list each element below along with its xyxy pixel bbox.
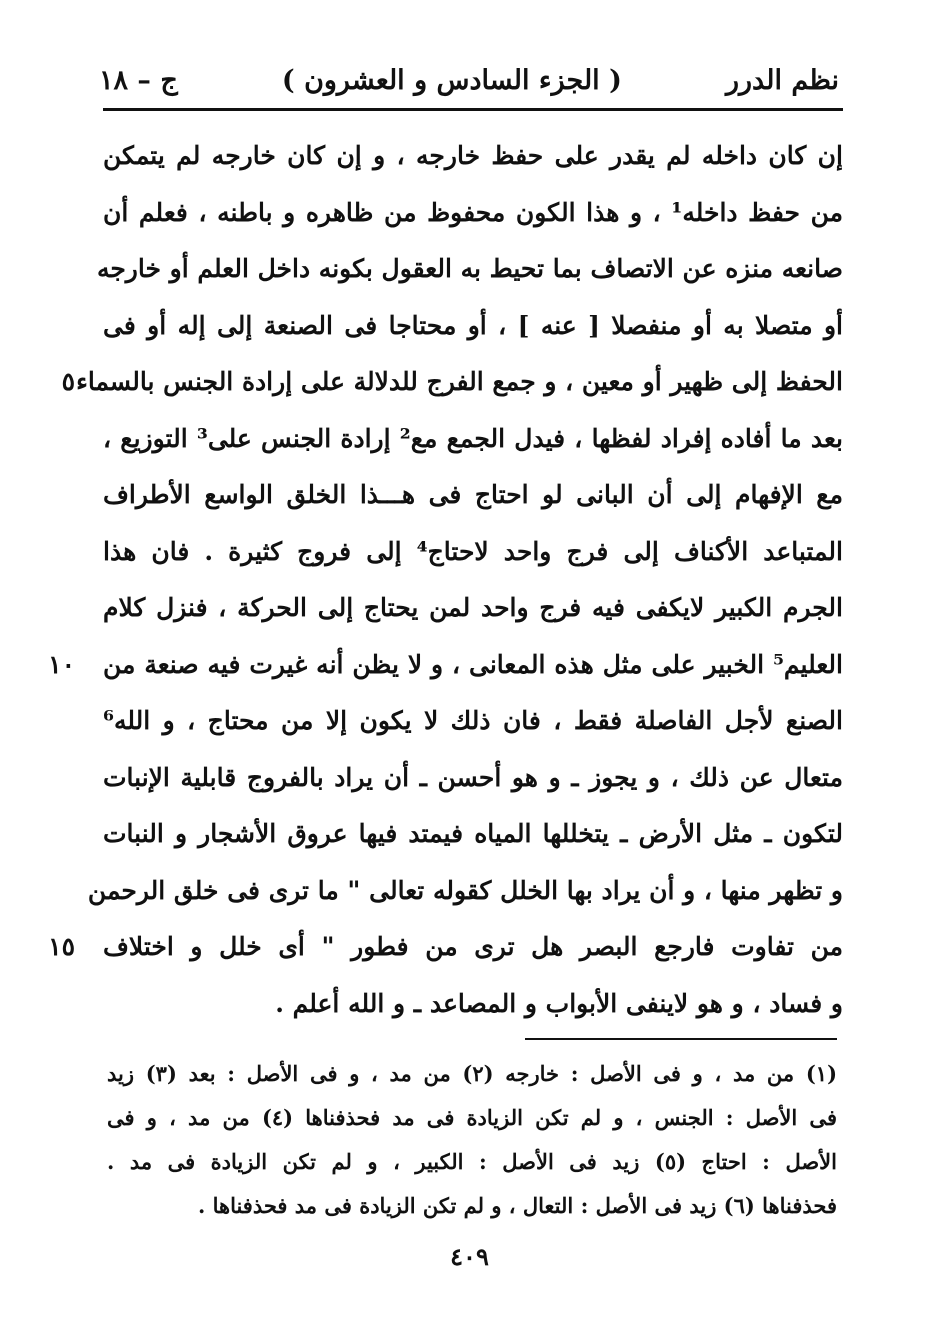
footnotes [107, 1052, 837, 1228]
text-line [103, 128, 843, 185]
text-line-content: الصنع لأجل الفاصلة فقط ، فان ذلك لا يكون إلا من محتاج ، و الله⁶ [103, 706, 843, 735]
text-line [103, 806, 843, 863]
text-line [103, 411, 843, 468]
text-line-content: الجرم الكبير لايكفى فيه فرج واحد لمن يحتاج إلى الحركة ، فنزل كلام [103, 593, 843, 622]
text-line-content: الحفظ إلى ظهير أو معين ، و جمع الفرج للدلالة على إرادة الجنس بالسماء [76, 367, 843, 396]
text-line [87, 863, 843, 920]
volume-reference: ج – ١٨ [99, 64, 178, 96]
footnote-line: فى الأصل : الجنس ، و لم تكن الزيادة فى مد فحذفناها (٤) من مد ، و فى [107, 1105, 837, 1130]
part-label: ( الجزء السادس و العشرون ) [281, 64, 622, 96]
text-line-content: و تظهر منها ، و أن يراد بها الخلل كقوله تعالى " ما ترى فى خلق الرحمن [87, 875, 843, 905]
line-number: ١٥ [48, 932, 75, 961]
line-number: ١٠ [48, 649, 75, 679]
text-line [103, 524, 843, 581]
text-line-content: أو متصلا به أو منفصلا [ عنه ] ، أو محتاجا فى الصنعة إلى إله أو فى [103, 310, 843, 340]
footnote-divider [525, 1038, 837, 1040]
text-line-content: بعد ما أفاده إفراد لفظها ، فيدل الجمع مع² إرادة الجنس على³ التوزيع ، [103, 423, 843, 453]
text-line-content: العليم⁵ الخبير على مثل هذه المعانى ، و لا يظن أنه غيرت فيه صنعة من [103, 649, 843, 679]
text-line-content: متعال عن ذلك ، و يجوز ـ و هو أحسن ـ أن يراد بالفروج قابلية الإنبات [103, 762, 843, 792]
text-line [96, 241, 843, 298]
text-line-content: المتباعد الأكناف إلى فرج واحد لاحتاج⁴ إلى فروج كثيرة . فان هذا [103, 536, 843, 566]
footnote-line: (١) من مد ، و فى الأصل : خارجه (٢) من مد ، و فى الأصل : بعد (٣) زيد [107, 1061, 838, 1086]
main-text [48, 128, 843, 1032]
header-divider [103, 108, 843, 111]
text-line-content: صانعه منزه عن الاتصاف بما تحيط به العقول بكونه داخل العلم أو خارجه [96, 254, 843, 283]
text-line [48, 637, 843, 694]
text-line [103, 185, 843, 242]
text-line [61, 354, 843, 411]
text-line-content: لتكون ـ مثل الأرض ـ يتخللها المياه فيمتد فيها عروق الأشجار و النبات [103, 819, 843, 848]
text-line [103, 580, 843, 637]
text-line-content: من حفظ داخله¹ ، و هذا الكون محفوظ من ظاهره و باطنه ، فعلم أن [103, 197, 843, 227]
page-number: ٤٠٩ [450, 1242, 489, 1271]
text-line-content: إن كان داخله لم يقدر على حفظ خارجه ، و إن كان خارجه لم يتمكن [103, 141, 843, 170]
text-line-content: مع الإفهام إلى أن البانى لو احتاج فى هـــذا الخلق الواسع الأطراف [103, 480, 843, 509]
book-title: نظم الدرر [725, 64, 839, 96]
text-line-content: و فساد ، و هو لاينفى الأبواب و المصاعد ـ و الله أعلم . [275, 988, 843, 1018]
text-line [103, 693, 843, 750]
text-line [103, 750, 843, 807]
footnote-line: فحذفناها (٦) زيد فى الأصل : التعال ، و لم تكن الزيادة فى مد فحذفناها . [197, 1193, 837, 1218]
text-line [103, 467, 843, 524]
text-line [48, 919, 843, 976]
line-number: ٥ [61, 367, 75, 396]
footnote-line: الأصل : احتاج (٥) زيد فى الأصل : الكبير ، و لم تكن الزيادة فى مد . [107, 1149, 837, 1174]
text-line-content: من تفاوت فارجع البصر هل ترى من فطور " أى خلل و اختلاف [103, 932, 843, 961]
text-line [103, 976, 843, 1033]
text-line [103, 298, 843, 355]
running-header [99, 58, 839, 102]
